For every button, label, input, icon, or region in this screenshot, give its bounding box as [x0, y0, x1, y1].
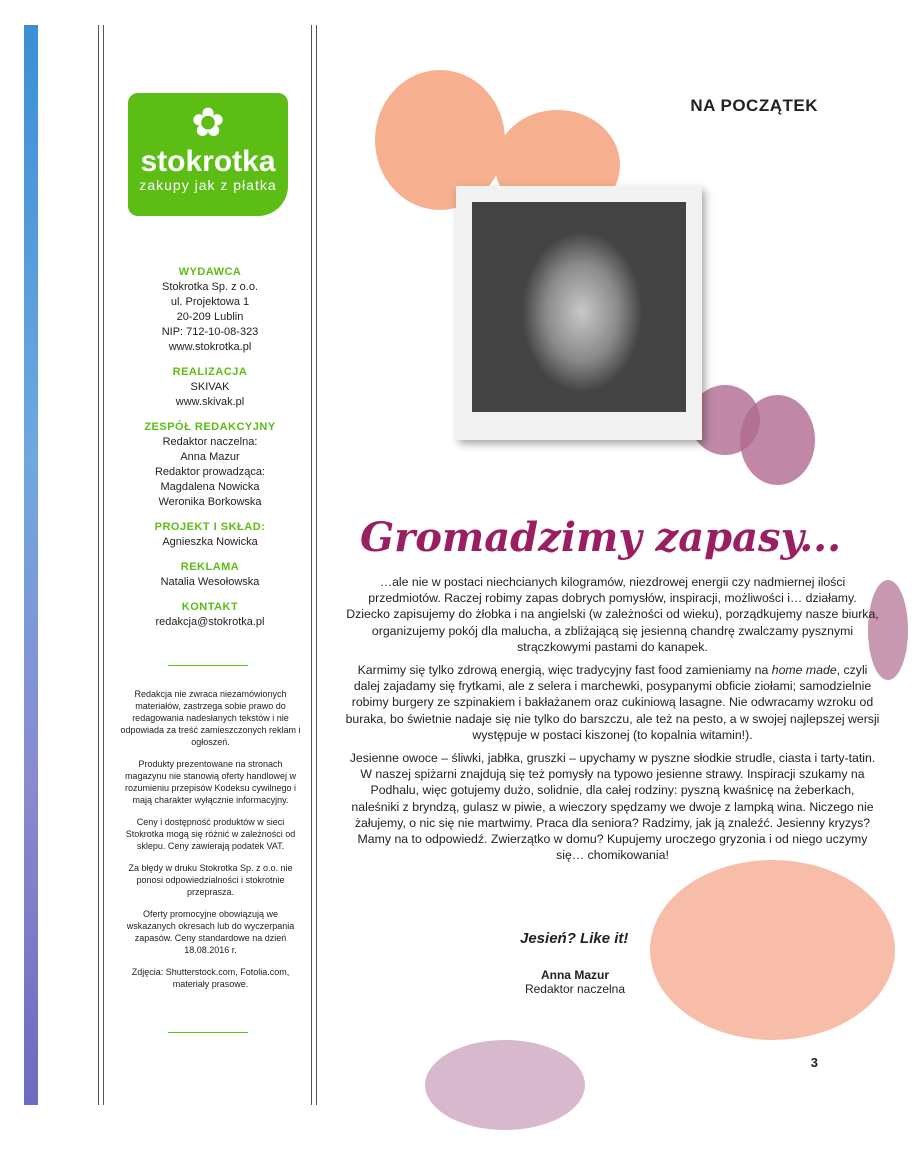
divider [103, 25, 104, 1105]
masthead-line: Weronika Borkowska [158, 496, 262, 508]
heading-kontakt: KONTAKT [181, 601, 239, 613]
author-role: Redaktor naczelna [524, 982, 626, 996]
divider [168, 665, 248, 666]
section-label: NA POCZĄTEK [690, 96, 818, 115]
text-run-italic: home made [771, 663, 837, 678]
editor-photo [456, 186, 702, 440]
masthead-line: ul. Projektowa 1 [170, 296, 250, 308]
masthead-line: 20-209 Lublin [176, 311, 244, 323]
text-run: , czyli dalej zajadamy się frytkami, ale z selera i marchewki, posypanymi obficie ziołami; samodzielnie robimy burgery ze szpinakiem i bakłażanem oraz cukiniową lasagne. Nie odwracamy wzroku od buraka, bo świetnie nadaje się nie tylko do barszczu, ale też na pesto, a w swojej najlepszej wersji występuje w postaci kiszonej (to kopalnia witamin!). [345, 663, 880, 742]
author-name: Anna Mazur [540, 968, 609, 982]
heading-reklama: REKLAMA [180, 561, 240, 573]
article-tagline: Jesień? Like it! [520, 930, 629, 947]
signature [500, 968, 650, 996]
article-paragraph: …ale nie w postaci niechcianych kilogramów, niezdrowej energii czy nadmiernej ilości przedmiotów. Raczej robimy zapas dobrych pomysłów, inspiracji, możliwości i… działamy. Dziecko zapisujemy do żłobka i na angielski (w zależności od wieku), porządkujemy nasze biurka, organizujemy pokój dla malucha, a zbliżającą się jesienną chandrę zwalczamy pysznymi strączkowymi pastami do kanapek. [346, 575, 879, 654]
masthead [110, 255, 310, 630]
logo-brand: stokrotka [140, 145, 276, 178]
legal-paragraph: Zdjęcia: Shutterstock.com, Fotolia.com, materiały prasowe. [131, 967, 290, 989]
article-body [345, 574, 880, 870]
divider [168, 1032, 248, 1033]
divider [98, 25, 99, 1105]
heading-projekt: PROJEKT I SKŁAD: [154, 521, 266, 533]
heading-realizacja: REALIZACJA [172, 366, 248, 378]
page-number: 3 [810, 1055, 818, 1070]
heading-wydawca: WYDAWCA [178, 266, 242, 278]
stokrotka-logo [128, 93, 288, 216]
article-title: Gromadzimy zapasy... [360, 514, 841, 561]
plum-illustration [740, 395, 815, 485]
masthead-line: Redaktor prowadząca: [154, 466, 266, 478]
legal-paragraph: Produkty prezentowane na stronach magazynu nie stanowią oferty handlowej w rozumieniu przepisów Kodeksu cywilnego i mają charakter wyłącznie informacyjny. [124, 759, 297, 805]
masthead-line: Magdalena Nowicka [160, 481, 260, 493]
masthead-line: Natalia Wesołowska [160, 576, 260, 588]
portrait-image [472, 202, 686, 412]
legal-paragraph: Za błędy w druku Stokrotka Sp. z o.o. nie ponosi odpowiedzialności i stokrotnie przeprasza. [128, 863, 293, 897]
masthead-line: SKIVAK [190, 381, 230, 393]
masthead-line: www.skivak.pl [175, 396, 245, 408]
masthead-line: redakcja@stokrotka.pl [155, 616, 265, 628]
article-paragraph: Jesienne owoce – śliwki, jabłka, gruszki – upychamy w pyszne słodkie strudle, ciasta i tarty-tatin. W naszej spiżarni znajdują się też pomysły na typowo jesienne strawy. Inspiracji szukamy na Podhalu, więc gotujemy dużo, solidnie, dla całej rodziny: pyszną kwaśnicę na żeberkach, naleśniki z bryndzą, gulasz w piwie, a wieczory spędzamy we dwoje z lampką wina. Niczego nie żałujemy, o nic się nie martwimy. Praca dla seniora? Radzimy, jak ją znaleźć. Jesienny kryzys? Mamy na to odpowiedź. Zwierzątko w domu? Kupujemy uroczego gryzonia i od niego uczymy się… chomikowania! [349, 751, 876, 863]
pear-illustration [425, 1040, 585, 1130]
legal-paragraph: Redakcja nie zwraca niezamówionych materiałów, zastrzega sobie prawo do redagowania nadesłanych tekstów i nie odpowiada za treść zamieszczonych reklam i ogłoszeń. [120, 689, 301, 747]
article-paragraph [345, 662, 880, 743]
masthead-line: NIP: 712-10-08-323 [161, 326, 259, 338]
masthead-line: www.stokrotka.pl [168, 341, 252, 353]
masthead-line: Redaktor naczelna: [162, 436, 258, 448]
daisy-icon: ✿ [191, 101, 225, 145]
logo-tagline: zakupy jak z płatka [139, 177, 277, 193]
legal-paragraph: Ceny i dostępność produktów w sieci Stokrotka mogą się różnić w zależności od sklepu. Ceny zawierają podatek VAT. [125, 817, 296, 851]
masthead-line: Anna Mazur [180, 451, 240, 463]
legal-paragraph: Oferty promocyjne obowiązują we wskazanych okresach lub do wyczerpania zapasów. Ceny standardowe na dzień 18.08.2016 r. [126, 909, 295, 955]
heading-zespol: ZESPÓŁ REDAKCYJNY [144, 421, 276, 433]
legal-notes [118, 688, 303, 1000]
masthead-line: Agnieszka Nowicka [162, 536, 258, 548]
text-run: Karmimy się tylko zdrową energią, więc tradycyjny fast food zamieniamy na [357, 663, 772, 678]
divider [316, 25, 317, 1105]
pumpkin-illustration [650, 860, 895, 1040]
page-edge-gradient [24, 25, 38, 1105]
masthead-line: Stokrotka Sp. z o.o. [162, 281, 258, 293]
divider [311, 25, 312, 1105]
